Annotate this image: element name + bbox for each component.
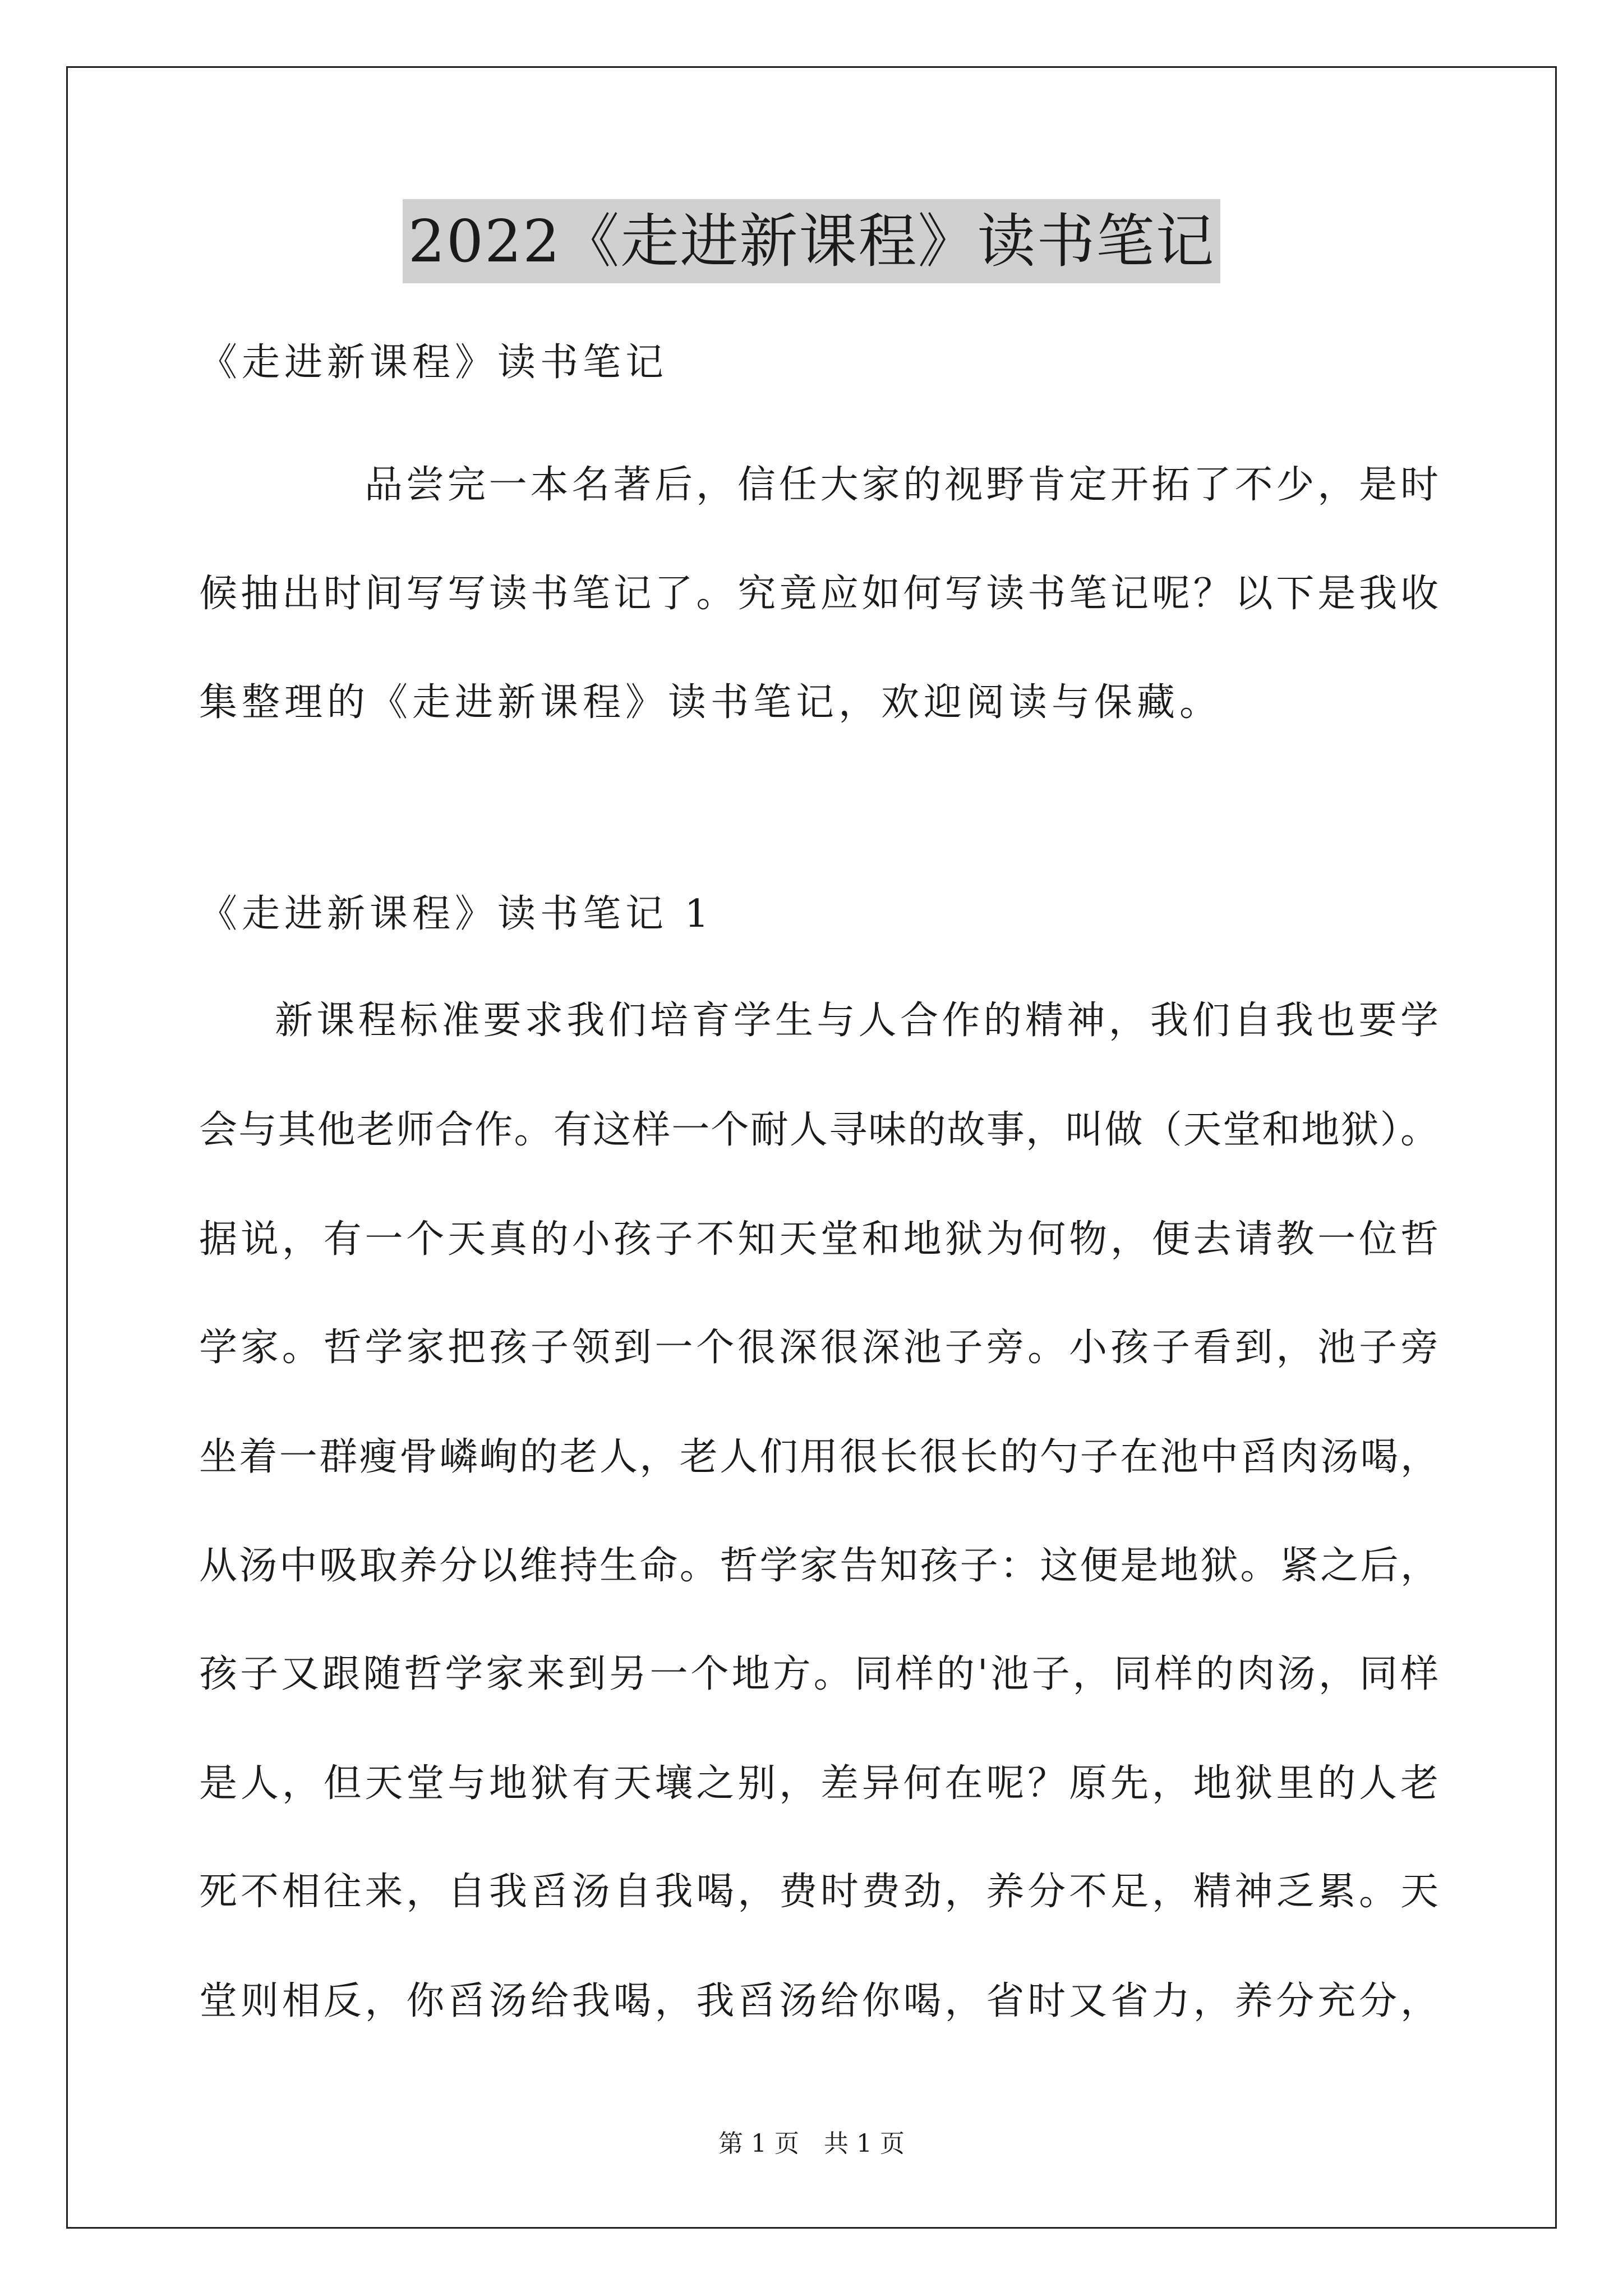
title-container xyxy=(0,199,1623,283)
document-title: 2022《走进新课程》读书笔记 xyxy=(403,199,1221,283)
body-line: 新课程标准要求我们培育学生与人合作的精神，我们自我也要学 xyxy=(275,999,1438,1043)
section-heading: 《走进新课程》读书笔记 1 xyxy=(199,892,713,936)
body-line: 是人，但天堂与地狱有天壤之别，差异何在呢？原先，地狱里的人老 xyxy=(199,1761,1438,1806)
page-footer: 第 1 页 共 1 页 xyxy=(718,2129,905,2158)
body-line: 死不相往来，自我舀汤自我喝，费时费劲，养分不足，精神乏累。天 xyxy=(199,1870,1438,1914)
main-heading: 《走进新课程》读书笔记 xyxy=(199,341,668,385)
intro-line: 集整理的《走进新课程》读书笔记，欢迎阅读与保藏。 xyxy=(199,680,1223,725)
intro-line: 品尝完一本名著后，信任大家的视野肯定开拓了不少，是时 xyxy=(365,463,1438,507)
body-line: 会与其他老师合作。有这样一个耐人寻味的故事，叫做（天堂和地狱）。 xyxy=(199,1108,1438,1152)
intro-line: 候抽出时间写写读书笔记了。究竟应如何写读书笔记呢？以下是我收 xyxy=(199,572,1438,616)
body-line: 堂则相反，你舀汤给我喝，我舀汤给你喝，省时又省力，养分充分， xyxy=(199,1979,1438,2023)
body-line: 据说，有一个天真的小孩子不知天堂和地狱为何物，便去请教一位哲 xyxy=(199,1217,1438,1262)
body-line: 孩子又跟随哲学家来到另一个地方。同样的'池子，同样的肉汤，同样 xyxy=(199,1652,1438,1696)
body-line: 从汤中吸取养分以维持生命。哲学家告知孩子：这便是地狱。紧之后， xyxy=(199,1544,1438,1588)
body-line: 坐着一群瘦骨嶙峋的老人，老人们用很长很长的勺子在池中舀肉汤喝， xyxy=(199,1435,1438,1479)
body-line: 学家。哲学家把孩子领到一个很深很深池子旁。小孩子看到，池子旁 xyxy=(199,1326,1438,1370)
